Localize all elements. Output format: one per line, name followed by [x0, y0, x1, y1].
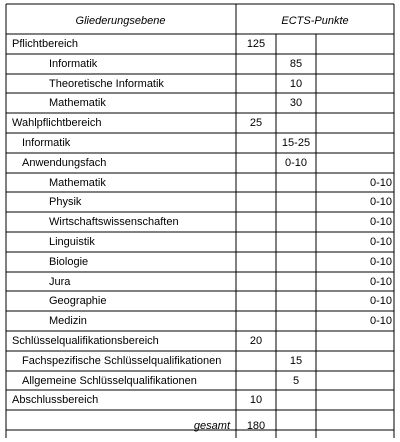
- row-value-level2: 10: [289, 77, 303, 90]
- row-value-level3: 0-10: [369, 295, 392, 308]
- row-value-level1: 20: [249, 335, 263, 347]
- row-label: Wirtschaftswissenschaften: [49, 216, 179, 229]
- row-label: Geographie: [49, 295, 107, 308]
- row-value-level2: 15: [289, 354, 303, 367]
- row-value-level2: 30: [289, 97, 303, 110]
- row-label: Mathematik: [49, 176, 106, 189]
- row-value-level3: 0-10: [369, 176, 392, 189]
- row-label: Mathematik: [49, 97, 106, 110]
- row-label: Wahlpflichtbereich: [12, 117, 102, 130]
- header-ects-punkte: ECTS-Punkte: [281, 15, 349, 27]
- row-label: Biologie: [49, 255, 89, 268]
- row-label: Physik: [49, 196, 82, 209]
- row-label: Informatik: [49, 57, 98, 70]
- row-label: Fachspezifische Schlüsselqualifikationen: [22, 354, 222, 367]
- row-label: Schlüsselqualifikationsbereich: [12, 335, 159, 347]
- row-value-level1: 125: [246, 38, 266, 50]
- row-label: Pflichtbereich: [12, 38, 79, 50]
- row-label: Allgemeine Schlüsselqualifikationen: [22, 374, 197, 387]
- row-label: Anwendungsfach: [22, 156, 107, 169]
- row-label: Informatik: [22, 137, 71, 149]
- row-value-level3: 0-10: [369, 236, 392, 248]
- row-value-level3: 0-10: [369, 255, 392, 268]
- row-value-level3: 0-10: [369, 315, 392, 328]
- row-value-level3: 0-10: [369, 196, 392, 209]
- total-label: gesamt: [193, 420, 230, 432]
- header-gliederungsebene: Gliederungsebene: [75, 15, 166, 27]
- row-value-level2: 15-25: [281, 137, 311, 149]
- row-value-level2: 0-10: [284, 156, 308, 169]
- row-label: Medizin: [49, 315, 87, 328]
- row-value-level3: 0-10: [369, 275, 392, 288]
- row-value-level3: 0-10: [369, 216, 392, 229]
- row-value-level2: 5: [292, 374, 300, 387]
- row-label: Jura: [49, 275, 71, 288]
- total-value: 180: [246, 420, 266, 432]
- row-value-level1: 10: [249, 394, 263, 407]
- row-label: Abschlussbereich: [12, 394, 99, 407]
- row-label: Theoretische Informatik: [49, 77, 164, 90]
- row-value-level1: 25: [249, 117, 263, 130]
- row-label: Linguistik: [49, 236, 95, 248]
- row-value-level2: 85: [289, 57, 303, 70]
